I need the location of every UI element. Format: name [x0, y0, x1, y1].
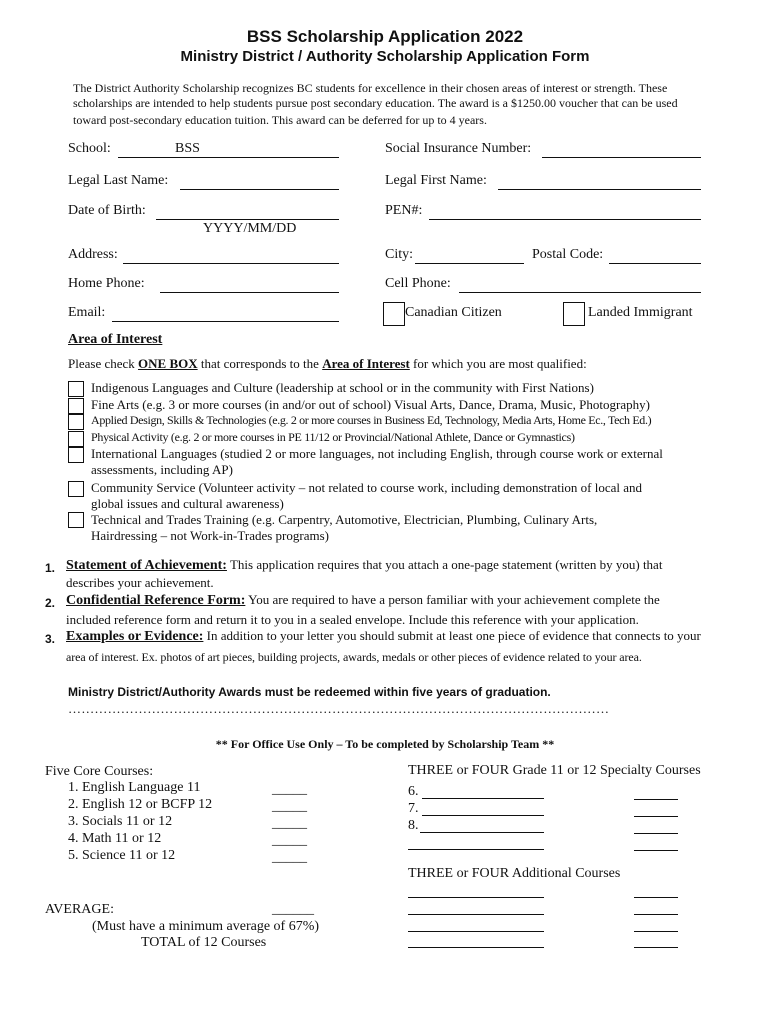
specialty-course-number-7: 7.: [408, 801, 419, 816]
last-name-label: Legal Last Name:: [68, 173, 169, 188]
core-courses-heading: Five Core Courses:: [45, 764, 154, 779]
intro-line-3: toward post-secondary education tuition. This award can be deferred for up to 4 years.: [73, 113, 487, 127]
requirement-number: 2.: [45, 596, 56, 610]
specialty-course-8-field[interactable]: [420, 832, 544, 833]
requirement-statement-2: describes your achievement.: [66, 575, 214, 590]
requirement-reference: Confidential Reference Form: You are required to have a person familiar with your achievement complete the: [66, 592, 660, 608]
pen-field[interactable]: [429, 219, 701, 220]
aoi-label-physical-activity: Physical Activity (e.g. 2 or more courses in PE 11/12 or Provincial/National Athlete, Dance or Gymnastics): [91, 430, 575, 444]
dotted-divider: ……………………………………………………………………………………………………………: [68, 701, 610, 716]
aoi-label-technical-trades: Technical and Trades Training (e.g. Carpentry, Automotive, Electrician, Plumbing, Culinary Arts,: [91, 512, 598, 527]
email-field[interactable]: [112, 321, 339, 322]
aoi-label-technical-trades-2: Hairdressing – not Work-in-Trades programs): [91, 528, 329, 543]
area-of-interest-instructions: Please check ONE BOX that corresponds to the Area of Interest for which you are most qualified:: [68, 356, 587, 371]
aoi-checkbox-technical-trades[interactable]: [68, 512, 84, 528]
landed-immigrant-checkbox[interactable]: [563, 302, 585, 326]
specialty-mark-9[interactable]: [634, 850, 678, 851]
postal-code-label: Postal Code:: [532, 247, 604, 262]
aoi-label-indigenous: Indigenous Languages and Culture (leadership at school or in the community with First Nations): [91, 380, 594, 395]
aoi-checkbox-fine-arts[interactable]: [68, 398, 84, 414]
specialty-course-6-field[interactable]: [422, 798, 544, 799]
address-label: Address:: [68, 247, 118, 262]
additional-mark-3[interactable]: [634, 931, 678, 932]
first-name-label: Legal First Name:: [385, 173, 487, 188]
aoi-label-international-languages-2: assessments, including AP): [91, 462, 233, 477]
core-course-3: 3. Socials 11 or 12: [68, 814, 173, 829]
specialty-course-7-field[interactable]: [422, 815, 544, 816]
core-course-mark-2[interactable]: _____: [272, 799, 307, 814]
core-course-mark-1[interactable]: _____: [272, 782, 307, 797]
additional-course-4-field[interactable]: [408, 947, 544, 948]
requirement-number: 1.: [45, 561, 56, 575]
school-field[interactable]: BSS: [175, 141, 200, 156]
total-courses-note: TOTAL of 12 Courses: [141, 935, 267, 950]
aoi-checkbox-applied-design[interactable]: [68, 414, 84, 430]
first-name-field[interactable]: [498, 189, 701, 190]
specialty-courses-heading: THREE or FOUR Grade 11 or 12 Specialty Courses: [408, 763, 701, 778]
cell-phone-field[interactable]: [459, 292, 701, 293]
additional-mark-1[interactable]: [634, 897, 678, 898]
additional-course-2-field[interactable]: [408, 914, 544, 915]
additional-course-3-field[interactable]: [408, 931, 544, 932]
last-name-field[interactable]: [180, 189, 339, 190]
page-title: BSS Scholarship Application 2022: [246, 27, 524, 46]
aoi-checkbox-international-languages[interactable]: [68, 447, 84, 463]
sin-label: Social Insurance Number:: [385, 141, 532, 156]
core-course-mark-5[interactable]: _____: [272, 850, 307, 865]
core-course-mark-4[interactable]: _____: [272, 833, 307, 848]
page-subtitle: Ministry District / Authority Scholarship Application Form: [180, 48, 590, 65]
sin-field[interactable]: [542, 157, 701, 158]
dob-label: Date of Birth:: [68, 203, 146, 218]
home-phone-label: Home Phone:: [68, 276, 145, 291]
city-label: City:: [385, 247, 414, 262]
pen-label: PEN#:: [385, 203, 423, 218]
aoi-label-community-service-2: global issues and cultural awareness): [91, 496, 284, 511]
cell-phone-label: Cell Phone:: [385, 276, 451, 291]
postal-code-field[interactable]: [609, 263, 701, 264]
specialty-course-number-6: 6.: [408, 784, 419, 799]
specialty-mark-7[interactable]: [634, 816, 678, 817]
school-field-line[interactable]: [118, 157, 339, 158]
aoi-label-community-service: Community Service (Volunteer activity – not related to course work, including demonstration of local and: [91, 480, 643, 495]
aoi-checkbox-physical-activity[interactable]: [68, 431, 84, 447]
specialty-mark-8[interactable]: [634, 833, 678, 834]
address-field[interactable]: [123, 263, 339, 264]
requirement-number: 3.: [45, 632, 56, 646]
aoi-checkbox-community-service[interactable]: [68, 481, 84, 497]
specialty-course-number-8: 8.: [408, 818, 419, 833]
school-label: School:: [68, 141, 111, 156]
core-course-mark-3[interactable]: _____: [272, 816, 307, 831]
office-use-heading: ** For Office Use Only – To be completed by Scholarship Team **: [215, 737, 555, 751]
additional-mark-2[interactable]: [634, 914, 678, 915]
specialty-mark-6[interactable]: [634, 799, 678, 800]
aoi-label-fine-arts: Fine Arts (e.g. 3 or more courses (in and/or out of school) Visual Arts, Dance, Drama, Music, Photography): [91, 397, 650, 412]
home-phone-field[interactable]: [160, 292, 339, 293]
intro-line-1: The District Authority Scholarship recognizes BC students for excellence in their chosen areas of interest or strength. These: [73, 81, 668, 95]
additional-courses-heading: THREE or FOUR Additional Courses: [408, 866, 621, 881]
core-course-4: 4. Math 11 or 12: [68, 831, 162, 846]
average-field[interactable]: ______: [272, 902, 314, 917]
additional-mark-4[interactable]: [634, 947, 678, 948]
average-label: AVERAGE:: [45, 902, 114, 917]
canadian-citizen-checkbox[interactable]: [383, 302, 405, 326]
core-course-2: 2. English 12 or BCFP 12: [68, 797, 213, 812]
specialty-course-9-field[interactable]: [408, 849, 544, 850]
requirement-reference-2: included reference form and return it to you in a sealed envelope. Include this reference with your application.: [66, 612, 639, 627]
minimum-average-note: (Must have a minimum average of 67%): [92, 919, 320, 934]
email-label: Email:: [68, 305, 106, 320]
dob-field[interactable]: [156, 219, 339, 220]
canadian-citizen-label: Canadian Citizen: [405, 305, 502, 320]
awards-note: Ministry District/Authority Awards must be redeemed within five years of graduation.: [68, 685, 551, 699]
aoi-label-applied-design: Applied Design, Skills & Technologies (e.g. 2 or more courses in Business Ed, Technology, Media Arts, Home Ec., Tech Ed.): [91, 413, 652, 427]
area-of-interest-heading: Area of Interest: [68, 332, 163, 347]
requirement-evidence: Examples or Evidence: In addition to your letter you should submit at least one piece of evidence that connects to your: [66, 628, 701, 644]
intro-line-2: scholarships are intended to help students pursue post secondary education. The award is a $1250.00 voucher that can be used: [73, 96, 678, 110]
aoi-checkbox-indigenous[interactable]: [68, 381, 84, 397]
core-course-1: 1. English Language 11: [68, 780, 201, 795]
city-field[interactable]: [415, 263, 524, 264]
requirement-evidence-2: area of interest. Ex. photos of art pieces, building projects, awards, medals or other pieces of evidence related to your area.: [66, 650, 642, 664]
requirement-statement: Statement of Achievement: This application requires that you attach a one-page statement (written by you) that: [66, 557, 663, 573]
aoi-label-international-languages: International Languages (studied 2 or more languages, not including English, through course work or external: [91, 446, 663, 461]
dob-format-hint: YYYY/MM/DD: [203, 221, 297, 236]
core-course-5: 5. Science 11 or 12: [68, 848, 176, 863]
landed-immigrant-label: Landed Immigrant: [588, 305, 693, 320]
additional-course-1-field[interactable]: [408, 897, 544, 898]
